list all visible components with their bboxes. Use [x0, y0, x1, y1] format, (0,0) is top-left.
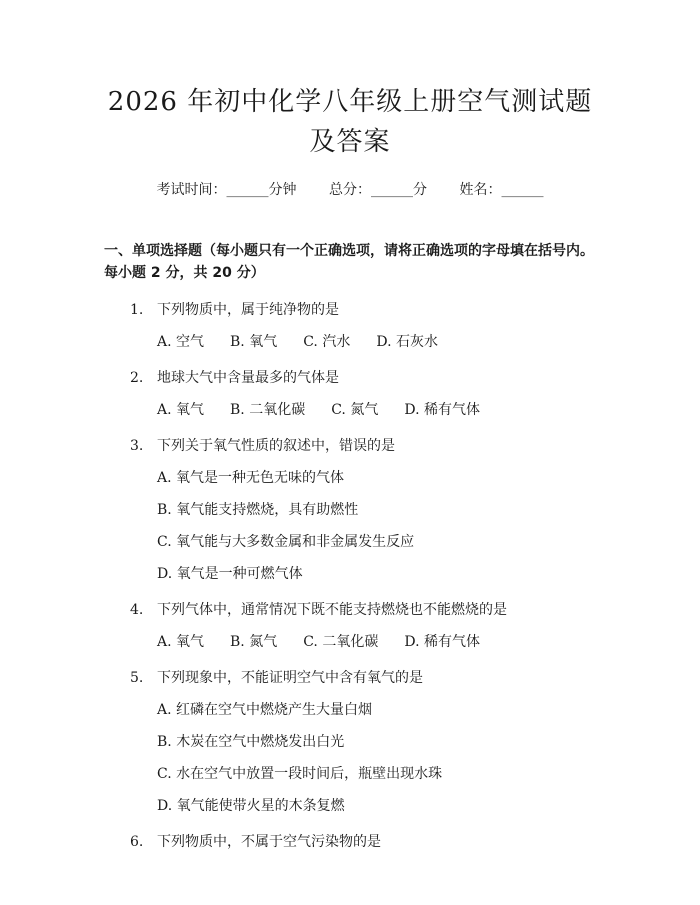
question-item — [130, 668, 596, 816]
answer-option: D. 氧气是一种可燃气体 — [157, 566, 303, 582]
question-stem — [130, 600, 596, 620]
section-heading: 一、单项选择题（每小题只有一个正确选项，请将正确选项的字母填在括号内。每小题 2 分，共 20 分） — [104, 243, 594, 281]
answer-option: D. 稀有气体 — [404, 634, 480, 650]
question-stem — [130, 436, 596, 456]
answer-option: D. 氧气能使带火星的木条复燃 — [157, 798, 345, 814]
question-stem — [130, 668, 596, 688]
answer-option: D. 石灰水 — [376, 334, 438, 350]
question-number: 2. — [130, 370, 144, 386]
question-text: 下列关于氧气性质的叙述中，错误的是 — [157, 438, 395, 454]
answer-option: C. 氮气 — [331, 402, 379, 418]
question-item — [130, 436, 596, 584]
page-title: 2026 年初中化学八年级上册空气测试题及答案 — [107, 87, 593, 157]
answer-option: B. 氧气 — [230, 334, 278, 350]
question-stem — [130, 368, 596, 388]
answer-option: C. 氧气能与大多数金属和非金属发生反应 — [157, 534, 415, 550]
answer-option: B. 木炭在空气中燃烧发出白光 — [157, 734, 345, 750]
answer-option: A. 氧气 — [157, 402, 205, 418]
question-number: 3. — [130, 438, 144, 454]
question-item — [130, 832, 596, 852]
question-text: 下列物质中，不属于空气污染物的是 — [157, 834, 381, 850]
answer-option: D. 稀有气体 — [404, 402, 480, 418]
options-row — [130, 632, 596, 652]
question-number: 4. — [130, 602, 144, 618]
answer-option: B. 氧气能支持燃烧，具有助燃性 — [157, 502, 359, 518]
answer-option: C. 水在空气中放置一段时间后，瓶壁出现水珠 — [157, 766, 443, 782]
answer-option: A. 红磷在空气中燃烧产生大量白烟 — [157, 702, 373, 718]
exam-info — [104, 180, 596, 200]
question-text: 下列物质中，属于纯净物的是 — [157, 302, 339, 318]
options-row — [130, 332, 596, 352]
answer-option: A. 氧气是一种无色无味的气体 — [157, 470, 345, 486]
question-number: 6. — [130, 834, 144, 850]
answer-option: B. 氮气 — [230, 634, 278, 650]
question-item — [130, 600, 596, 652]
question-text: 下列现象中，不能证明空气中含有氧气的是 — [157, 670, 423, 686]
answer-option: C. 汽水 — [303, 334, 351, 350]
question-stem — [130, 832, 596, 852]
question-list — [104, 300, 596, 852]
question-stem — [130, 300, 596, 320]
student-name-field: 姓名：______ — [459, 182, 544, 198]
question-item — [130, 300, 596, 352]
question-item — [130, 368, 596, 420]
answer-option: A. 空气 — [157, 334, 205, 350]
question-text: 地球大气中含量最多的气体是 — [157, 370, 339, 386]
answer-option: B. 二氧化碳 — [230, 402, 306, 418]
options-row — [130, 400, 596, 420]
answer-option: A. 氧气 — [157, 634, 205, 650]
question-number: 5. — [130, 670, 144, 686]
exam-time-field: 考试时间：______分钟 — [156, 182, 297, 198]
question-text: 下列气体中，通常情况下既不能支持燃烧也不能燃烧的是 — [157, 602, 507, 618]
total-score-field: 总分：______分 — [329, 182, 427, 198]
answer-option: C. 二氧化碳 — [303, 634, 379, 650]
question-number: 1. — [130, 302, 144, 318]
